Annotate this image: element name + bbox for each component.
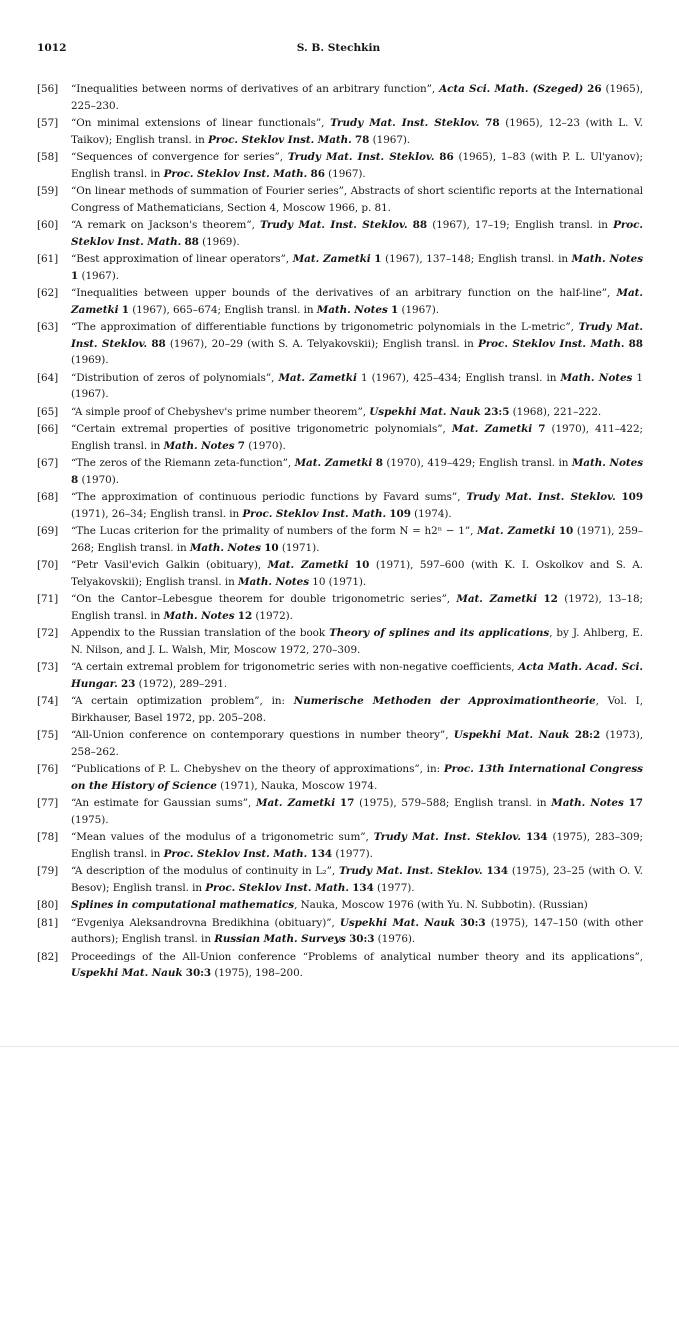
reference-volume: 86 — [439, 151, 454, 163]
reference-segment: (1971), 26–34; English transl. in — [71, 507, 243, 520]
reference-segment: “Evgeniya Aleksandrovna Bredikhina (obituary)”, — [71, 916, 340, 929]
reference-source: Mat. Zametki — [278, 371, 357, 384]
reference-source: Acta Sci. Math. (Szeged) — [439, 83, 584, 95]
reference-segment: “Publications of P. L. Chebyshev on the theory of approximations”, in: — [71, 763, 444, 775]
reference-number: [65] — [37, 405, 59, 418]
reference-segment: “A certain optimization problem”, in: — [71, 695, 294, 707]
reference-segment: 1 (1967), 425–434; English transl. in — [356, 371, 561, 384]
reference-number: [59] — [37, 185, 59, 197]
reference-segment: “On minimal extensions of linear functionals”, — [71, 117, 331, 129]
reference-volume: 10 — [264, 541, 279, 554]
reference-segment: “The Lucas criterion for the primality of numbers of the form N = h2ⁿ − 1”, — [71, 525, 478, 537]
reference-volume: 88 — [628, 337, 643, 350]
running-head: S. B. Stechkin — [296, 42, 381, 54]
reference-volume: 10 — [355, 559, 370, 571]
reference-volume: 134 — [310, 847, 333, 860]
reference-number: [67] — [37, 457, 59, 469]
reference-text — [71, 319, 643, 369]
reference-text — [71, 285, 643, 318]
reference-segment: “Mean values of the modulus of a trigonometric sum”, — [71, 831, 374, 843]
reference-text — [71, 693, 643, 726]
reference-segment: (1976). — [374, 933, 416, 945]
reference-source: Math. Notes — [551, 797, 624, 809]
reference-number: [79] — [37, 865, 59, 877]
reference-number: [80] — [37, 899, 59, 911]
reference-segment: (1971), 259–268; English transl. in — [71, 525, 643, 554]
reference-text — [71, 897, 643, 914]
reference-source: Mat. Zametki — [294, 457, 373, 469]
reference-item — [37, 949, 643, 982]
reference-volume: 1 — [71, 269, 79, 282]
reference-source: Mat. Zametki — [451, 423, 533, 435]
reference-number: [76] — [37, 763, 59, 775]
reference-item — [37, 421, 643, 454]
reference-segment: (1965), 1–83 (with P. L. Ul'yanov); English transl. in — [71, 151, 643, 180]
reference-volume: 12 — [237, 609, 253, 622]
reference-volume: 30:3 — [460, 916, 486, 929]
reference-segment: (1970), 411–422; English transl. in — [71, 423, 643, 452]
reference-number: [61] — [37, 253, 59, 265]
reference-source: Splines in computational mathematics — [71, 899, 295, 911]
reference-segment: (1967), 17–19; English transl. in — [427, 219, 614, 231]
reference-source: Acta Math. Acad. Sci. Hungar. — [71, 661, 643, 690]
reference-segment: “Certain extremal properties of positive trigonometric polynomials”, — [71, 423, 452, 435]
reference-volume: 1 — [121, 303, 129, 316]
reference-number: [69] — [37, 525, 59, 537]
reference-source: Proc. Steklov Inst. Math. — [242, 507, 387, 520]
reference-number: [74] — [37, 695, 59, 707]
reference-source: Numerische Methoden der Approximationtheorie — [293, 695, 596, 707]
reference-source: Uspekhi Mat. Nauk — [369, 405, 481, 418]
reference-item — [37, 217, 643, 250]
reference-volume: 23:5 — [484, 405, 510, 418]
reference-source: Math. Notes — [238, 575, 309, 588]
reference-segment: “Inequalities between norms of derivatives of an arbitrary function”, — [71, 83, 440, 95]
reference-segment: (1967). — [78, 269, 119, 282]
reference-source: Uspekhi Mat. Nauk — [339, 916, 456, 929]
reference-number: [81] — [37, 916, 59, 929]
reference-segment: (1975), 147–150 (with other authors); English transl. in — [71, 916, 643, 945]
reference-source: Math. Notes — [316, 303, 388, 316]
reference-volume: 86 — [310, 167, 325, 180]
reference-item — [37, 319, 643, 369]
reference-source: Trudy Mat. Inst. Steklov. — [71, 321, 643, 350]
reference-text — [71, 829, 643, 862]
reference-number: [58] — [37, 151, 59, 163]
reference-text — [71, 591, 643, 624]
reference-segment: “A description of the modulus of continuity in L₂”, — [71, 865, 339, 877]
reference-segment: (1971), Nauka, Moscow 1974. — [216, 779, 378, 792]
reference-number: [82] — [37, 950, 59, 963]
reference-segment: (1965), 225–230. — [71, 83, 643, 112]
reference-volume: 12 — [543, 593, 558, 605]
reference-volume: 8 — [375, 457, 383, 469]
reference-source: Mat. Zametki — [267, 559, 349, 571]
reference-segment: (1973), 258–262. — [71, 729, 643, 758]
reference-number: [60] — [37, 219, 59, 231]
reference-volume: 8 — [71, 473, 79, 486]
reference-source: Math. Notes — [571, 253, 643, 265]
reference-source: Proc. Steklov Inst. Math. — [208, 133, 352, 146]
reference-volume: 23 — [120, 677, 136, 690]
reference-item — [37, 251, 643, 284]
reference-segment: (1967). — [324, 167, 366, 180]
reference-volume: 88 — [184, 235, 199, 248]
reference-segment: “A certain extremal problem for trigonometric series with non-negative coefficients, — [71, 661, 519, 673]
reference-source: Proc. Steklov Inst. Math. — [163, 167, 308, 180]
reference-item — [37, 727, 643, 760]
reference-source: Proc. Steklov Inst. Math. — [163, 847, 308, 860]
reference-number: [64] — [37, 371, 59, 384]
reference-text — [71, 625, 643, 658]
reference-number: [56] — [37, 83, 59, 95]
reference-number: [57] — [37, 117, 59, 129]
reference-source: Theory of splines and its applications — [329, 627, 550, 639]
reference-text — [71, 421, 643, 454]
reference-source: Mat. Zametki — [256, 797, 336, 809]
reference-source: Math. Notes — [163, 439, 235, 452]
reference-text — [71, 149, 643, 182]
reference-segment: Appendix to the Russian translation of the book — [71, 627, 330, 639]
reference-source: Trudy Mat. Inst. Steklov. — [330, 117, 480, 129]
reference-list — [37, 81, 643, 983]
reference-item — [37, 149, 643, 182]
reference-segment: (1975). — [71, 813, 109, 826]
reference-segment: (1969). — [71, 354, 109, 366]
reference-volume: 30:3 — [185, 967, 212, 979]
reference-segment: “Inequalities between upper bounds of the derivatives of an arbitrary function on the half-line”, — [71, 287, 617, 299]
reference-segment: (1972), 13–18; English transl. in — [71, 593, 644, 622]
reference-number: [73] — [37, 661, 59, 673]
reference-segment: “A remark on Jackson's theorem”, — [71, 219, 260, 231]
reference-volume: 28:2 — [574, 729, 601, 741]
reference-item — [37, 370, 643, 403]
page-bottom-rule — [0, 1046, 679, 1047]
reference-source: Trudy Mat. Inst. Steklov. — [259, 219, 408, 231]
reference-source: Trudy Mat. Inst. Steklov. — [466, 491, 616, 503]
reference-item — [37, 557, 643, 590]
reference-item — [37, 829, 643, 862]
reference-item — [37, 693, 643, 726]
reference-segment: (1977). — [373, 881, 415, 894]
reference-text — [71, 404, 643, 421]
reference-segment: , Vol. I, Birkhauser, Basel 1972, pp. 205–208. — [71, 695, 643, 724]
reference-source: Math. Notes — [560, 371, 633, 384]
reference-volume: 88 — [412, 219, 428, 231]
reference-source: Math. Notes — [189, 541, 261, 554]
reference-number: [62] — [37, 287, 59, 299]
reference-source: Proc. Steklov Inst. Math. — [205, 881, 349, 894]
reference-volume: 134 — [352, 881, 374, 894]
reference-segment: 1 (1967). — [71, 371, 643, 400]
reference-segment: (1974). — [410, 507, 452, 520]
reference-volume: 17 — [339, 797, 355, 809]
reference-item — [37, 863, 643, 896]
reference-item — [37, 285, 643, 318]
reference-segment: , Nauka, Moscow 1976 (with Yu. N. Subbotin). (Russian) — [294, 899, 588, 911]
reference-text — [71, 659, 643, 692]
reference-item — [37, 591, 643, 624]
reference-segment: (1975), 23–25 (with O. V. Besov); English transl. in — [71, 865, 643, 894]
reference-segment: (1968), 221–222. — [509, 405, 602, 418]
reference-volume: 26 — [587, 83, 602, 95]
reference-segment: “All-Union conference on contemporary questions in number theory”, — [71, 729, 454, 741]
reference-text — [71, 557, 643, 590]
reference-segment: (1970). — [244, 439, 286, 452]
reference-source: Proc. 13th International Congress on the History of Science — [71, 763, 643, 792]
reference-segment: “A simple proof of Chebyshev's prime number theorem”, — [71, 405, 370, 418]
reference-segment: “Petr Vasil'evich Galkin (obituary), — [71, 559, 268, 571]
reference-source: Mat. Zametki — [477, 525, 556, 537]
reference-source: Russian Math. Surveys — [214, 933, 346, 945]
reference-segment: (1967). — [369, 133, 411, 146]
reference-text — [71, 455, 643, 488]
reference-text — [71, 370, 643, 403]
reference-number: [77] — [37, 797, 59, 809]
reference-text — [71, 761, 643, 794]
reference-volume: 17 — [628, 797, 643, 809]
reference-item — [37, 489, 643, 522]
reference-text — [71, 727, 643, 760]
reference-volume: 30:3 — [349, 933, 375, 945]
reference-volume: 109 — [621, 491, 643, 503]
reference-number: [75] — [37, 729, 59, 741]
reference-segment: (1975), 579–588; English transl. in — [354, 797, 552, 809]
reference-segment: “Distribution of zeros of polynomials”, — [71, 371, 279, 384]
reference-item — [37, 523, 643, 556]
reference-segment: “On the Cantor–Lebesgue theorem for double trigonometric series”, — [71, 593, 457, 605]
reference-segment: (1967). — [398, 303, 439, 316]
reference-source: Trudy Mat. Inst. Steklov. — [373, 831, 521, 843]
reference-number: [72] — [37, 627, 59, 639]
reference-source: Trudy Mat. Inst. Steklov. — [287, 151, 435, 163]
reference-source: Math. Notes — [163, 609, 235, 622]
reference-text — [71, 795, 643, 828]
reference-item — [37, 404, 643, 421]
reference-volume: 1 — [374, 253, 382, 265]
reference-item — [37, 761, 643, 794]
reference-segment: “An estimate for Gaussian sums”, — [71, 797, 257, 809]
reference-segment: (1975), 283–309; English transl. in — [71, 831, 643, 860]
reference-source: Proc. Steklov Inst. Math. — [71, 219, 643, 248]
reference-source: Mat. Zametki — [456, 593, 538, 605]
reference-text — [71, 81, 643, 114]
reference-text — [71, 915, 643, 948]
reference-number: [78] — [37, 831, 59, 843]
reference-source: Mat. Zametki — [292, 253, 371, 265]
reference-segment: (1971), 597–600 (with K. I. Oskolkov and S. A. Telyakovskii); English transl. in — [71, 559, 644, 588]
reference-volume: 134 — [525, 831, 548, 843]
reference-segment: (1967), 665–674; English transl. in — [128, 303, 317, 316]
reference-volume: 78 — [355, 133, 370, 146]
reference-item — [37, 115, 643, 148]
reference-volume: 10 — [558, 525, 574, 537]
reference-text — [71, 489, 643, 522]
reference-text — [71, 217, 643, 250]
reference-segment: 10 (1971). — [309, 575, 367, 588]
reference-segment: “The zeros of the Riemann zeta-function”, — [71, 457, 295, 469]
page-number: 1012 — [37, 42, 67, 54]
reference-number: [70] — [37, 559, 59, 571]
reference-text — [71, 115, 643, 148]
reference-text — [71, 863, 643, 896]
reference-volume: 1 — [391, 303, 399, 316]
reference-item — [37, 915, 643, 948]
reference-item — [37, 625, 643, 658]
reference-segment: “The approximation of continuous periodic functions by Favard sums”, — [71, 491, 467, 503]
reference-segment: Proceedings of the All-Union conference “Problems of analytical number theory and its applications”, — [71, 950, 643, 963]
reference-segment: “Best approximation of linear operators”, — [71, 253, 293, 265]
reference-number: [68] — [37, 491, 59, 503]
reference-source: Uspekhi Mat. Nauk — [71, 967, 183, 979]
reference-item — [37, 795, 643, 828]
reference-source: Mat. Zametki — [71, 287, 643, 316]
reference-volume: 88 — [151, 337, 166, 350]
reference-number: [66] — [37, 423, 59, 435]
reference-text — [71, 183, 643, 216]
reference-source: Uspekhi Mat. Nauk — [453, 729, 570, 741]
reference-text — [71, 523, 643, 556]
reference-number: [71] — [37, 593, 59, 605]
reference-segment: (1965), 12–23 (with L. V. Taikov); English transl. in — [71, 117, 643, 146]
reference-item — [37, 183, 643, 216]
reference-segment: (1972). — [252, 609, 293, 622]
reference-item — [37, 659, 643, 692]
reference-segment: (1967), 20–29 (with S. A. Telyakovskii); English transl. in — [165, 337, 478, 350]
reference-source: Math. Notes — [571, 457, 643, 469]
reference-segment: “On linear methods of summation of Fourier series”, Abstracts of short scientific reports at the International Congress of Mathematicians, Section 4, Moscow 1966, p. 81. — [71, 185, 643, 214]
reference-segment: (1971). — [278, 541, 320, 554]
reference-item — [37, 897, 643, 914]
reference-volume: 134 — [486, 865, 508, 877]
reference-source: Proc. Steklov Inst. Math. — [477, 337, 625, 350]
reference-volume: 7 — [237, 439, 245, 452]
reference-segment: (1972), 289–291. — [135, 677, 228, 690]
reference-segment: (1967), 137–148; English transl. in — [381, 253, 572, 265]
page-header — [37, 42, 640, 58]
reference-volume: 109 — [389, 507, 411, 520]
reference-segment: (1969). — [198, 235, 240, 248]
reference-segment: (1970), 419–429; English transl. in — [382, 457, 572, 469]
reference-segment: “The approximation of differentiable functions by trigonometric polynomials in the L-metric”, — [71, 321, 579, 333]
reference-volume: 7 — [538, 423, 546, 435]
reference-source: Trudy Mat. Inst. Steklov. — [338, 865, 483, 877]
reference-item — [37, 455, 643, 488]
reference-volume: 78 — [485, 117, 500, 129]
reference-text — [71, 949, 643, 982]
reference-segment: (1975), 198–200. — [211, 967, 303, 979]
reference-segment: , by J. Ahlberg, E. N. Nilson, and J. L. Walsh, Mir, Moscow 1972, 270–309. — [71, 627, 643, 656]
reference-segment: (1970). — [78, 473, 119, 486]
reference-text — [71, 251, 643, 284]
reference-segment: (1977). — [332, 847, 373, 860]
reference-item — [37, 81, 643, 114]
reference-number: [63] — [37, 321, 59, 333]
reference-segment: “Sequences of convergence for series”, — [71, 151, 288, 163]
